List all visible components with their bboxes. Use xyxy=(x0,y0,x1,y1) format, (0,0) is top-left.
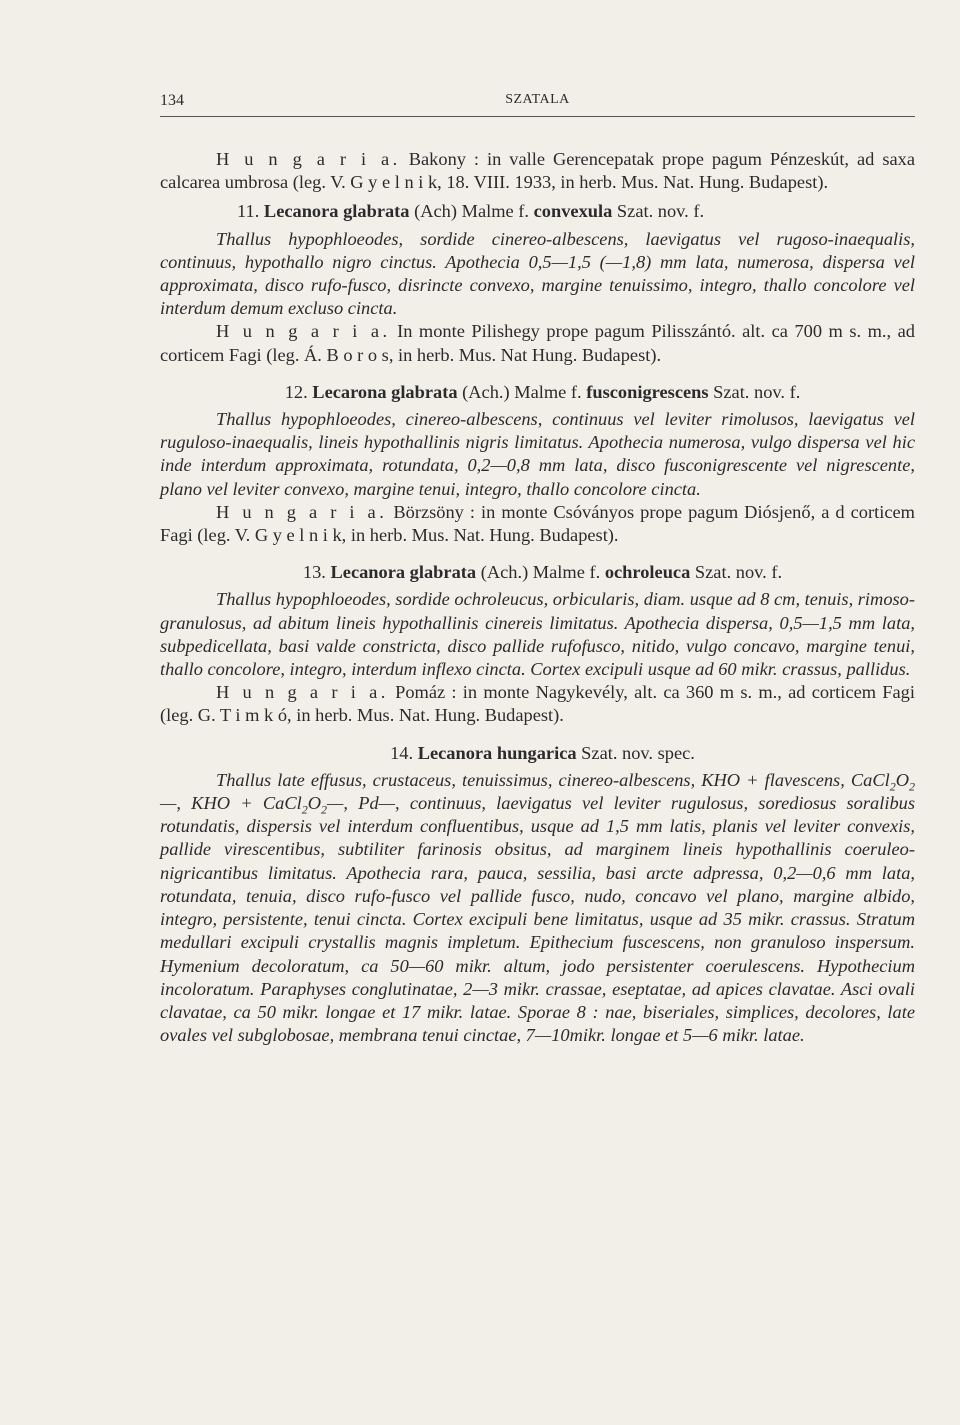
taxon-heading xyxy=(160,742,915,765)
taxon-number: 12. xyxy=(284,381,308,402)
locality-text: Pomáz : in monte Nagykevély, alt. ca 360 m s. m., ad corticem Fagi (leg. G. T i m k ó, in herb. Mus. Nat. Hung. Budapest). xyxy=(160,682,915,726)
taxon-form: ochroleuca xyxy=(604,562,691,583)
taxon-heading xyxy=(160,200,915,223)
diagnosis-part: —, KHO + CaCl xyxy=(160,793,302,814)
subscript: 2 xyxy=(909,779,915,794)
taxon-form: fusconigrescens xyxy=(586,381,709,402)
diagnosis-part: —, Pd—, continuus, laevigatus vel leviter rugulosus, sorediosus soralibus rotundatis, dispersis vel interdum confluentibus, usque ad 1,5 mm latis, planis vel leviter convexis, pallide virescentibus, subtiliter farinosis obsitus, ad marginem lineis hypothallinis coeruleo-nigricantibus limitatus. Apothecia rara, pauca, sessilia, basi arcte adpressa, 0,2—0,6 mm lata, rotundata, tenuia, disco rufo-fusco vel pallide fusco, nudo, concavo vel plano, margine albido, integro, persistente, tenui cincta. Cortex excipuli bene limitatus, usque ad 35 mikr. crassus. Stratum medullari excipuli crystallis magnis impletum. Epithecium fuscescens, non granuloso inspersum. Hymenium decoloratum, ca 50—60 mikr. altum, jodo persistenter coerulescens. Hypothecium incoloratum. Paraphyses conglutinatae, 2—3 mikr. crassae, eseptatae, ad apices clavatae. Asci ovali clavatae, ca 50 mikr. longae et 17 mikr. latae. Sporae 8 : nae, biseriales, simplices, decolores, late ovales vel subglobosae, membrana tenui cinctae, 7—10mikr. longae et 5—6 mikr. latae. xyxy=(160,793,915,1046)
diagnosis-text xyxy=(160,770,915,1045)
locality-prefix: H u n g a r i a. xyxy=(216,149,401,169)
diagnosis-part: O xyxy=(307,793,322,814)
locality-text: Börzsöny : in monte Csóványos prope pagum Diósjenő, a d corticem Fagi (leg. V. G y e l n i k, in herb. Mus. Nat. Hung. Budapest). xyxy=(160,501,915,546)
taxon-authority: (Ach.) Malme f. xyxy=(480,562,601,583)
running-title: SZATALA xyxy=(505,92,570,107)
taxon-number: 11. xyxy=(237,201,260,222)
locality-paragraph xyxy=(160,501,915,547)
diagnosis-part: O xyxy=(895,769,909,790)
diagnosis-paragraph xyxy=(160,588,915,681)
subscript: 2 xyxy=(889,779,896,794)
diagnosis-part: Thallus late effusus, crustaceus, tenuissimus, cinereo-albescens, KHO + flavescens, CaCl xyxy=(216,769,890,790)
page-number: 134 xyxy=(160,92,184,109)
text-body xyxy=(160,148,915,1047)
taxon-genus: Lecanora glabrata xyxy=(330,562,477,583)
taxon-number: 13. xyxy=(302,562,326,583)
locality-paragraph xyxy=(160,320,915,366)
taxon-number: 14. xyxy=(390,742,414,763)
diagnosis-paragraph xyxy=(160,408,915,501)
locality-prefix: H u n g a r i a. xyxy=(216,321,391,342)
taxon-genus: Lecarona glabrata xyxy=(312,381,458,402)
locality-paragraph xyxy=(160,148,915,194)
taxon-genus: Lecanora hungarica xyxy=(417,742,577,763)
taxon-heading xyxy=(160,381,915,404)
taxon-author: Szat. nov. f. xyxy=(694,562,783,583)
subscript: 2 xyxy=(321,802,328,817)
locality-text: In monte Pilishegy prope pagum Pilisszántó. alt. ca 700 m s. m., ad corticem Fagi (leg. Á. B o r o s, in herb. Mus. Nat Hung. Budapest). xyxy=(160,321,915,365)
taxon-author: Szat. nov. f. xyxy=(713,381,801,402)
subscript: 2 xyxy=(301,802,308,817)
taxon-authority: (Ach.) Malme f. xyxy=(462,381,582,402)
taxon-authority: (Ach) Malme f. xyxy=(414,201,530,222)
taxon-heading xyxy=(160,561,915,584)
taxon-form: convexula xyxy=(533,201,613,222)
taxon-genus: Lecanora glabrata xyxy=(263,201,410,222)
locality-prefix: H u n g a r i a. xyxy=(216,682,389,703)
diagnosis-paragraph xyxy=(160,769,915,1047)
diagnosis-paragraph xyxy=(160,228,915,321)
locality-prefix: H u n g a r i a. xyxy=(216,501,388,522)
running-header xyxy=(160,92,915,117)
taxon-author: Szat. nov. spec. xyxy=(581,742,695,763)
diagnosis-text: Thallus hypophloeodes, cinereo-albescens, continuus vel leviter rimolusos, laevigatus vel ruguloso-inaequalis, lineis hypothallinis nigris limitatus. Apothecia numerosa, vulgo dispersa vel hic inde interdum approximata, rotundata, 0,2—0,8 mm lata, disco fusconigrescente vel nigrescente, plano vel leviter convexo, margine tenui, integro, thallo concolore cincta. xyxy=(160,409,915,499)
diagnosis-text: Thallus hypophloeodes, sordide ochroleucus, orbicularis, diam. usque ad 8 cm, tenuis, rimoso-granulosus, ad abitum lineis hypothallinis cinereis limitatus. Apothecia dispersa, 0,5—1,5 mm lata, subpedicellata, basi valde constricta, disco pallide rufofusco, nitido, vulgo concavo, margine tenui, thallo concolore, integro, interdum inflexo cincta. Cortex excipuli usque ad 60 mikr. crassus, pallidus. xyxy=(160,589,915,680)
diagnosis-text: Thallus hypophloeodes, sordide cinereo-albescens, laevigatus vel rugoso-inaequalis, continuus, hypothallo nigro cinctus. Apothecia 0,5—1,5 (—1,8) mm lata, numerosa, dispersa vel approximata, disco rufo-fusco, disrincte convexo, margine tenuissimo, integro, thallo concolore vel interdum demum excluso cincta. xyxy=(160,228,915,319)
locality-paragraph xyxy=(160,681,915,727)
locality-text: Bakony : in valle Gerencepatak prope pagum Pénzeskút, ad saxa calcarea umbrosa (leg. V. G y e l n i k, 18. VIII. 1933, in herb. Mus. Nat. Hung. Budapest). xyxy=(160,149,915,193)
taxon-author: Szat. nov. f. xyxy=(616,201,705,222)
